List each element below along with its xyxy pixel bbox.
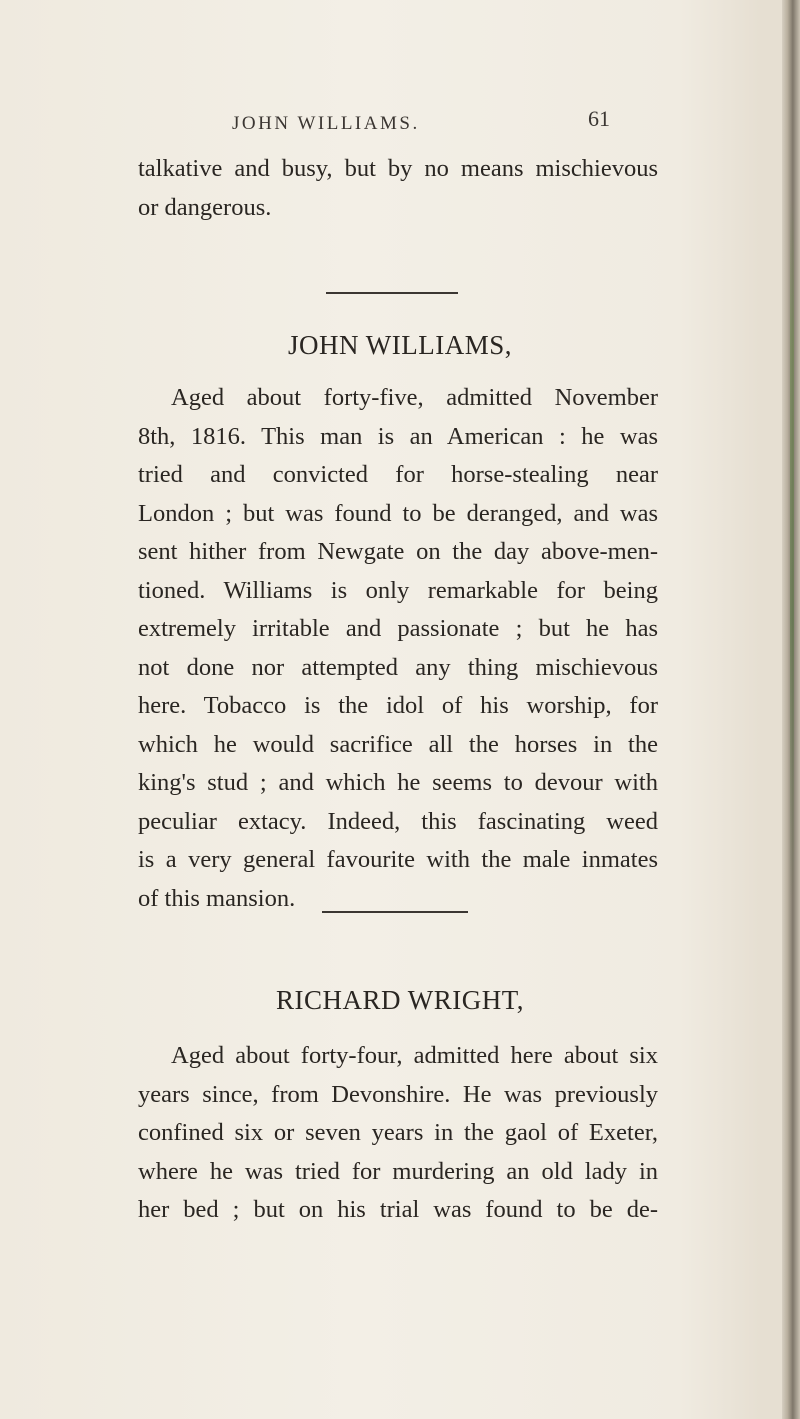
text-line: king's stud ; and which he seems to devour with xyxy=(138,769,658,796)
text-line: Aged about forty-four, admitted here about six xyxy=(171,1042,658,1069)
text-line: not done nor attempted any thing mischievous xyxy=(138,653,658,681)
text-line: confined six or seven years in the gaol of Exeter, xyxy=(138,1119,658,1146)
text-line: of this mansion. xyxy=(138,884,296,912)
text-line: her bed ; but on his trial was found to be de- xyxy=(138,1196,658,1223)
text-line: where he was tried for murdering an old lady in xyxy=(138,1157,658,1185)
page-edge-tint xyxy=(790,200,794,900)
text-line: Aged about forty-five, admitted November xyxy=(171,384,658,411)
text-line: which he would sacrifice all the horses in the xyxy=(138,730,658,758)
text-line: tioned. Williams is only remarkable for being xyxy=(138,576,658,604)
text-line: talkative and busy, but by no means mischievous xyxy=(138,155,658,182)
text-line: is a very general favourite with the male inmates xyxy=(138,846,658,873)
entry-heading-john-williams: JOHN WILLIAMS, xyxy=(288,330,512,360)
entry-heading-richard-wright: RICHARD WRIGHT, xyxy=(276,985,524,1015)
text-line: years since, from Devonshire. He was previously xyxy=(138,1080,658,1108)
text-line: extremely irritable and passionate ; but he has xyxy=(138,615,658,642)
text-line: 8th, 1816. This man is an American : he was xyxy=(138,422,658,450)
section-divider xyxy=(322,911,468,913)
page-number: 61 xyxy=(588,106,610,131)
running-head: JOHN WILLIAMS. xyxy=(232,113,420,134)
text-line: tried and convicted for horse-stealing near xyxy=(138,461,658,488)
text-line: or dangerous. xyxy=(138,193,272,221)
text-line: London ; but was found to be deranged, and was xyxy=(138,499,658,527)
section-divider xyxy=(326,292,458,294)
text-line: peculiar extacy. Indeed, this fascinating weed xyxy=(138,807,658,835)
text-line: sent hither from Newgate on the day above-men- xyxy=(138,538,658,565)
entry-paragraph-john-williams xyxy=(138,379,658,918)
text-line: here. Tobacco is the idol of his worship, for xyxy=(138,692,658,719)
continuation-paragraph xyxy=(138,150,658,227)
entry-paragraph-richard-wright xyxy=(138,1037,658,1230)
